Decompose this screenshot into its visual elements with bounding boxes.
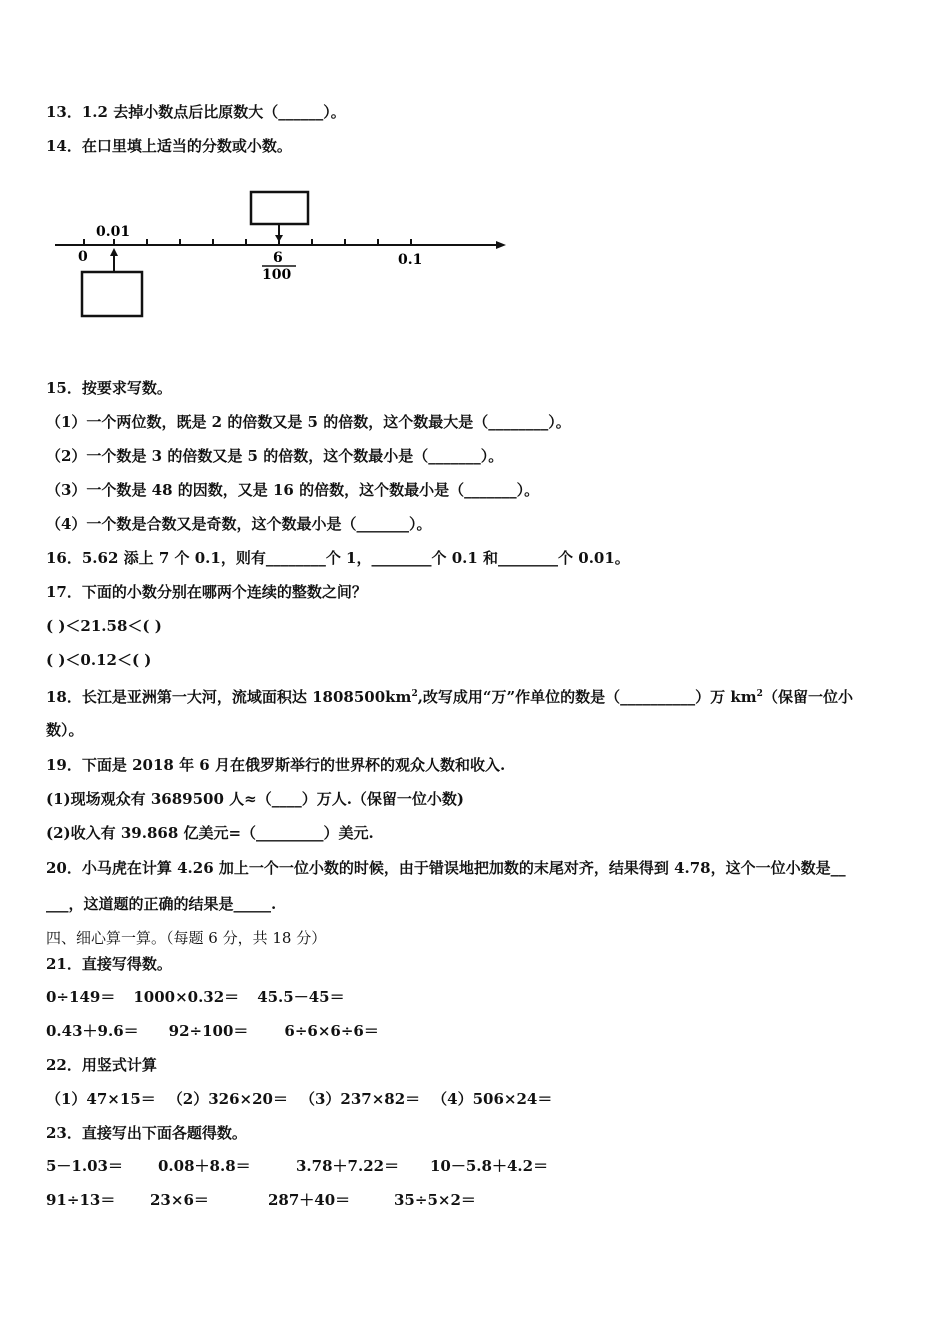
q23-row-1	[46, 1156, 548, 1176]
q16-number: 16．	[46, 549, 82, 567]
answer-box-bottom	[82, 272, 142, 316]
q21-expr: 0÷149＝	[46, 988, 116, 1006]
q15-text: 按要求写数。	[81, 379, 172, 397]
q23-expr: 287＋40＝	[268, 1191, 351, 1209]
q21-row-2	[46, 1021, 379, 1041]
number-line-svg	[50, 180, 520, 330]
q15-item-4: （4）一个数是合数又是奇数，这个数最小是（_______）。	[46, 515, 432, 533]
q23-expr: 91÷13＝	[46, 1191, 116, 1209]
q21-text: 直接写得数。	[81, 955, 172, 973]
q21-number: 21．	[46, 955, 82, 973]
section-4-title: 四、细心算一算。（每题 6 分，共 18 分）	[46, 929, 327, 947]
label-0-1: 0.1	[398, 252, 423, 268]
q14-text: 在口里填上适当的分数或小数。	[81, 137, 292, 155]
q23-expr: 5－1.03＝	[46, 1157, 123, 1175]
q23-number: 23．	[46, 1124, 82, 1142]
label-0-01: 0.01	[96, 224, 131, 240]
q21-line	[46, 954, 172, 974]
q17-text: 下面的小数分别在哪两个连续的整数之间？	[81, 583, 367, 601]
q17-item-2: ( )＜0.12＜( )	[46, 651, 152, 669]
q21-row-1	[46, 987, 345, 1007]
q23-line	[46, 1123, 247, 1143]
q16-text: 5.62 添上 7 个 0.1，则有________个 1，________个 0.1 和________个 0.01。	[81, 549, 630, 567]
q13-line	[46, 102, 346, 122]
q19-item-2: (2)收入有 39.868 亿美元=（_________）美元.	[46, 824, 374, 842]
q18-line	[46, 684, 853, 707]
answer-box-top	[251, 192, 308, 224]
q19-line	[46, 755, 505, 775]
label-frac-denominator: 100	[262, 267, 292, 283]
q19-number: 19．	[46, 756, 82, 774]
q18-text-b: ,改写成用“万”作单位的数是（__________）万 km	[417, 688, 757, 706]
q15-number: 15．	[46, 379, 82, 397]
q21-expr: 6÷6×6÷6＝	[284, 1022, 379, 1040]
q22-text: 用竖式计算	[81, 1056, 157, 1074]
q22-expr: （4）506×24＝	[432, 1090, 553, 1108]
q21-expr: 92÷100＝	[168, 1022, 249, 1040]
q18-sup-1: 2	[411, 689, 418, 699]
q22-number: 22．	[46, 1056, 82, 1074]
q16-line	[46, 548, 630, 568]
q13-text: 1.2 去掉小数点后比原数大（______）。	[81, 103, 346, 121]
q22-row	[46, 1089, 552, 1109]
q15-line	[46, 378, 172, 398]
axis-arrow-icon	[496, 241, 506, 249]
q18-continuation: 数）。	[46, 721, 84, 739]
q23-expr: 0.08＋8.8＝	[158, 1157, 251, 1175]
label-0: 0	[78, 249, 88, 265]
q18-number: 18．	[46, 688, 82, 706]
q22-expr: （3）237×82＝	[299, 1090, 421, 1108]
q22-line	[46, 1055, 157, 1075]
q15-item-2: （2）一个数是 3 的倍数又是 5 的倍数，这个数最小是（_______）。	[46, 447, 504, 465]
q22-expr: （2）326×20＝	[167, 1090, 288, 1108]
q21-expr: 1000×0.32＝	[133, 988, 240, 1006]
q23-expr: 10－5.8＋4.2＝	[430, 1157, 549, 1175]
q14-line	[46, 136, 292, 156]
number-line-figure	[50, 180, 520, 330]
q23-expr: 23×6＝	[150, 1191, 209, 1209]
q23-row-2	[46, 1190, 476, 1210]
q15-item-3: （3）一个数是 48 的因数，又是 16 的倍数，这个数最小是（_______）。	[46, 481, 540, 499]
q20-continuation: ___，这道题的正确的结果是_____.	[46, 895, 277, 913]
q23-text: 直接写出下面各题得数。	[81, 1124, 247, 1142]
q17-number: 17．	[46, 583, 82, 601]
q17-item-1: ( )＜21.58＜( )	[46, 617, 162, 635]
q22-expr: （1）47×15＝	[46, 1090, 156, 1108]
q20-number: 20．	[46, 859, 82, 877]
q23-expr: 35÷5×2＝	[394, 1191, 476, 1209]
q17-line	[46, 582, 367, 602]
q21-expr: 0.43＋9.6＝	[46, 1022, 139, 1040]
q23-expr: 3.78＋7.22＝	[296, 1157, 400, 1175]
label-frac-numerator: 6	[273, 250, 283, 266]
q21-expr: 45.5－45＝	[257, 988, 345, 1006]
q14-number: 14．	[46, 137, 82, 155]
q15-item-1: （1）一个两位数，既是 2 的倍数又是 5 的倍数，这个数最大是（________）。	[46, 413, 571, 431]
q18-text-a: 长江是亚洲第一大河，流域面积达 1808500km	[81, 688, 412, 706]
q19-item-1: (1)现场观众有 3689500 人≈（____）万人.（保留一位小数)	[46, 790, 465, 808]
q18-sup-2: 2	[756, 689, 763, 699]
arrow-up-icon	[110, 248, 118, 256]
q20-text: 小马虎在计算 4.26 加上一个一位小数的时候，由于错误地把加数的末尾对齐，结果得到 4.78，这个一位小数是__	[81, 859, 846, 877]
q19-text: 下面是 2018 年 6 月在俄罗斯举行的世界杯的观众人数和收入.	[81, 756, 506, 774]
q18-text-c: （保留一位小	[762, 688, 853, 706]
q13-number: 13．	[46, 103, 82, 121]
q20-line	[46, 858, 846, 878]
